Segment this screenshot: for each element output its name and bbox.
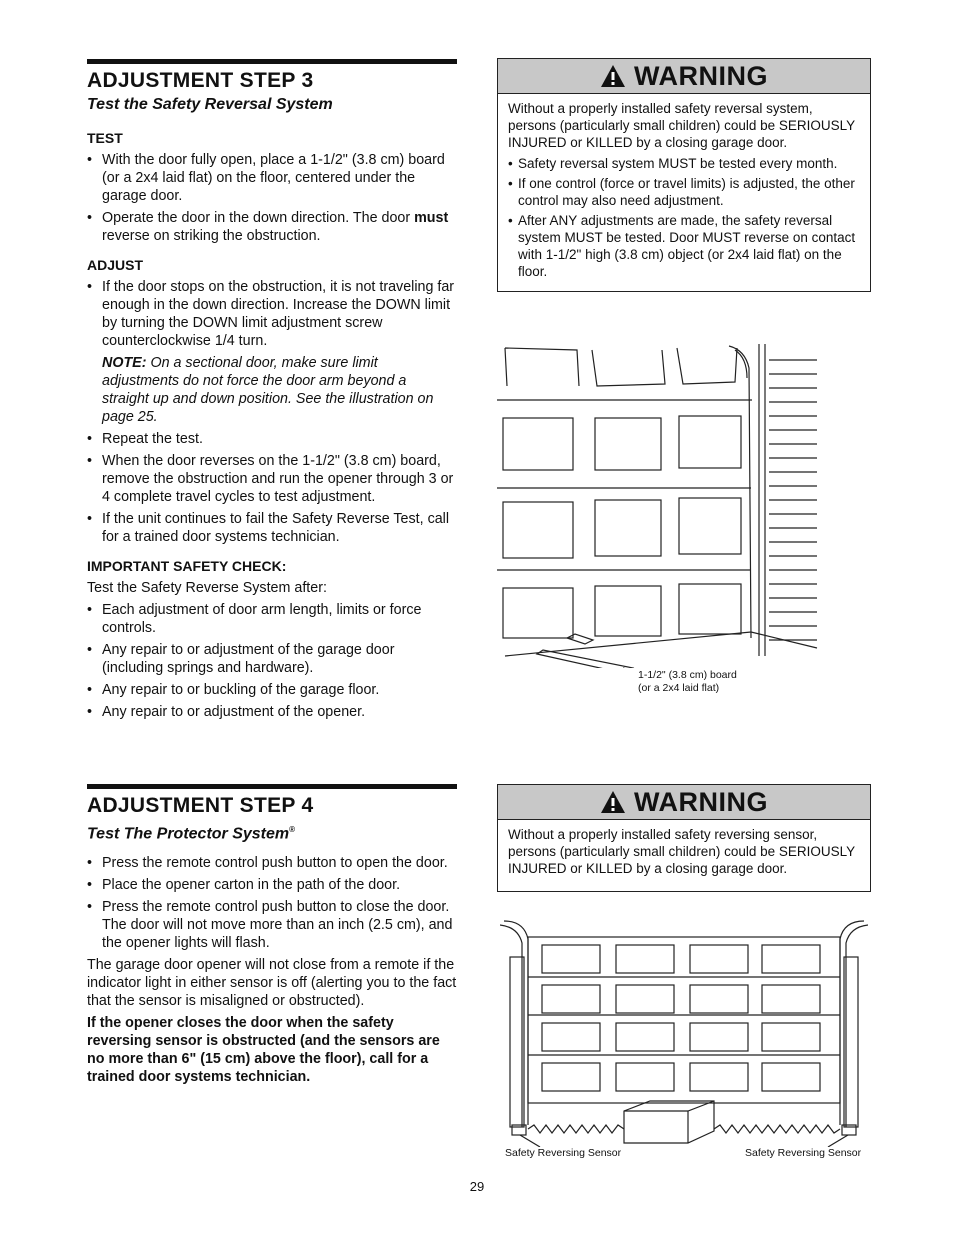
board-caption bbox=[638, 669, 737, 695]
step4-item-1: • Press the remote control push button to open the door. bbox=[87, 854, 457, 872]
right-sensor-label: Safety Reversing Sensor bbox=[745, 1147, 862, 1159]
warning-body-2 bbox=[498, 820, 870, 891]
check-item-1: • Each adjustment of door arm length, limits or force controls. bbox=[87, 601, 457, 637]
check-item-4: • Any repair to or adjustment of the opener. bbox=[87, 703, 457, 721]
adjust-heading: ADJUST bbox=[87, 257, 144, 273]
step4-item-2: • Place the opener carton in the path of the door. bbox=[87, 876, 457, 894]
test-heading: TEST bbox=[87, 130, 123, 146]
test-item-1: • With the door fully open, place a 1-1/2" (3.8 cm) board (or a 2x4 laid flat) on the floor, centered under the garage door. bbox=[87, 151, 457, 205]
check-heading: IMPORTANT SAFETY CHECK: bbox=[87, 558, 287, 574]
warning-title-1: WARNING bbox=[634, 60, 768, 91]
adjust-list bbox=[87, 278, 457, 350]
step4-para: The garage door opener will not close from a remote if the indicator light in either sensor is off (alerting you to the fact that the sensor is misaligned or obstructed). bbox=[87, 957, 457, 1010]
warning-list-1 bbox=[508, 155, 860, 280]
warning-box-2 bbox=[497, 784, 871, 892]
step4-rule bbox=[87, 784, 457, 789]
adjust-item-4: • If the unit continues to fail the Safety Reverse Test, call for a trained door systems technician. bbox=[87, 510, 457, 546]
check-item-2: • Any repair to or adjustment of the garage door (including springs and hardware). bbox=[87, 641, 457, 677]
sensor-door-illustration bbox=[500, 915, 868, 1147]
warning-icon bbox=[600, 64, 626, 88]
test-list bbox=[87, 151, 457, 245]
step4-section bbox=[87, 784, 457, 1086]
adjust-item-1: • If the door stops on the obstruction, it is not traveling far enough in the down direction. Increase the DOWN limit by turning the DOWN limit adjustment screw counterclockwise 1/4 turn. bbox=[87, 278, 457, 350]
warning-icon bbox=[600, 790, 626, 814]
warning-body-1 bbox=[498, 94, 870, 291]
step3-title: ADJUSTMENT STEP 3 bbox=[87, 69, 314, 92]
step4-list bbox=[87, 854, 457, 952]
check-intro: Test the Safety Reverse System after: bbox=[87, 580, 327, 596]
step4-item-3: • Press the remote control push button to close the door. The door will not move more than an inch (2.5 cm), and the opener lights will flash. bbox=[87, 898, 457, 952]
step3-subtitle: Test the Safety Reversal System bbox=[87, 96, 333, 113]
step4-subtitle: Test The Protector System® bbox=[87, 825, 296, 843]
warning-intro-1: Without a properly installed safety reversal system, persons (particularly small children) could be SERIOUSLY INJURED or KILLED by a closing garage door. bbox=[508, 101, 855, 150]
adjust-note bbox=[87, 354, 457, 426]
warning-title-2: WARNING bbox=[634, 786, 768, 817]
warning-item-1: • Safety reversal system MUST be tested every month. bbox=[508, 155, 860, 172]
adjust-item-2: • Repeat the test. bbox=[87, 430, 457, 448]
warning-header-1 bbox=[498, 59, 870, 94]
note-text: On a sectional door, make sure limit adjustments do not force the door arm beyond a straight up and down position. See the illustration on page 25. bbox=[102, 355, 434, 425]
check-item-3: • Any repair to or buckling of the garage floor. bbox=[87, 681, 457, 699]
test-item-2: • Operate the door in the down direction. The door must reverse on striking the obstruction. bbox=[87, 209, 457, 245]
page-number: 29 bbox=[469, 1179, 485, 1194]
check-list bbox=[87, 601, 457, 721]
step3-section bbox=[87, 59, 457, 721]
warning-header-2 bbox=[498, 785, 870, 820]
board-caption-line1: 1-1/2" (3.8 cm) board bbox=[638, 669, 737, 681]
warning-item-3: • After ANY adjustments are made, the safety reversal system MUST be tested. Door MUST reverse on contact with 1-1/2" high (3.8 cm) object (or 2x4 laid flat) on the floor. bbox=[508, 212, 860, 280]
left-sensor-label: Safety Reversing Sensor bbox=[505, 1147, 622, 1159]
door-board-illustration bbox=[497, 338, 827, 668]
step4-title: ADJUSTMENT STEP 4 bbox=[87, 794, 314, 817]
board-caption-line2: (or a 2x4 laid flat) bbox=[638, 682, 720, 694]
adjust-list-2 bbox=[87, 430, 457, 546]
warning-item-2: • If one control (force or travel limits) is adjusted, the other control may also need adjustment. bbox=[508, 175, 860, 209]
warning-box-1 bbox=[497, 58, 871, 292]
note-label: NOTE: bbox=[102, 355, 147, 371]
step3-rule bbox=[87, 59, 457, 64]
adjust-item-3: • When the door reverses on the 1-1/2" (3.8 cm) board, remove the obstruction and run the opener through 3 or 4 complete travel cycles to test adjustment. bbox=[87, 452, 457, 506]
warning-intro-2: Without a properly installed safety reversing sensor, persons (particularly small children) could be SERIOUSLY INJURED or KILLED by a closing garage door. bbox=[508, 827, 855, 876]
step4-bold-para: If the opener closes the door when the safety reversing sensor is obstructed (and the sensors are no more than 6" (15 cm) above the floor), call for a trained door systems technician. bbox=[87, 1015, 440, 1086]
